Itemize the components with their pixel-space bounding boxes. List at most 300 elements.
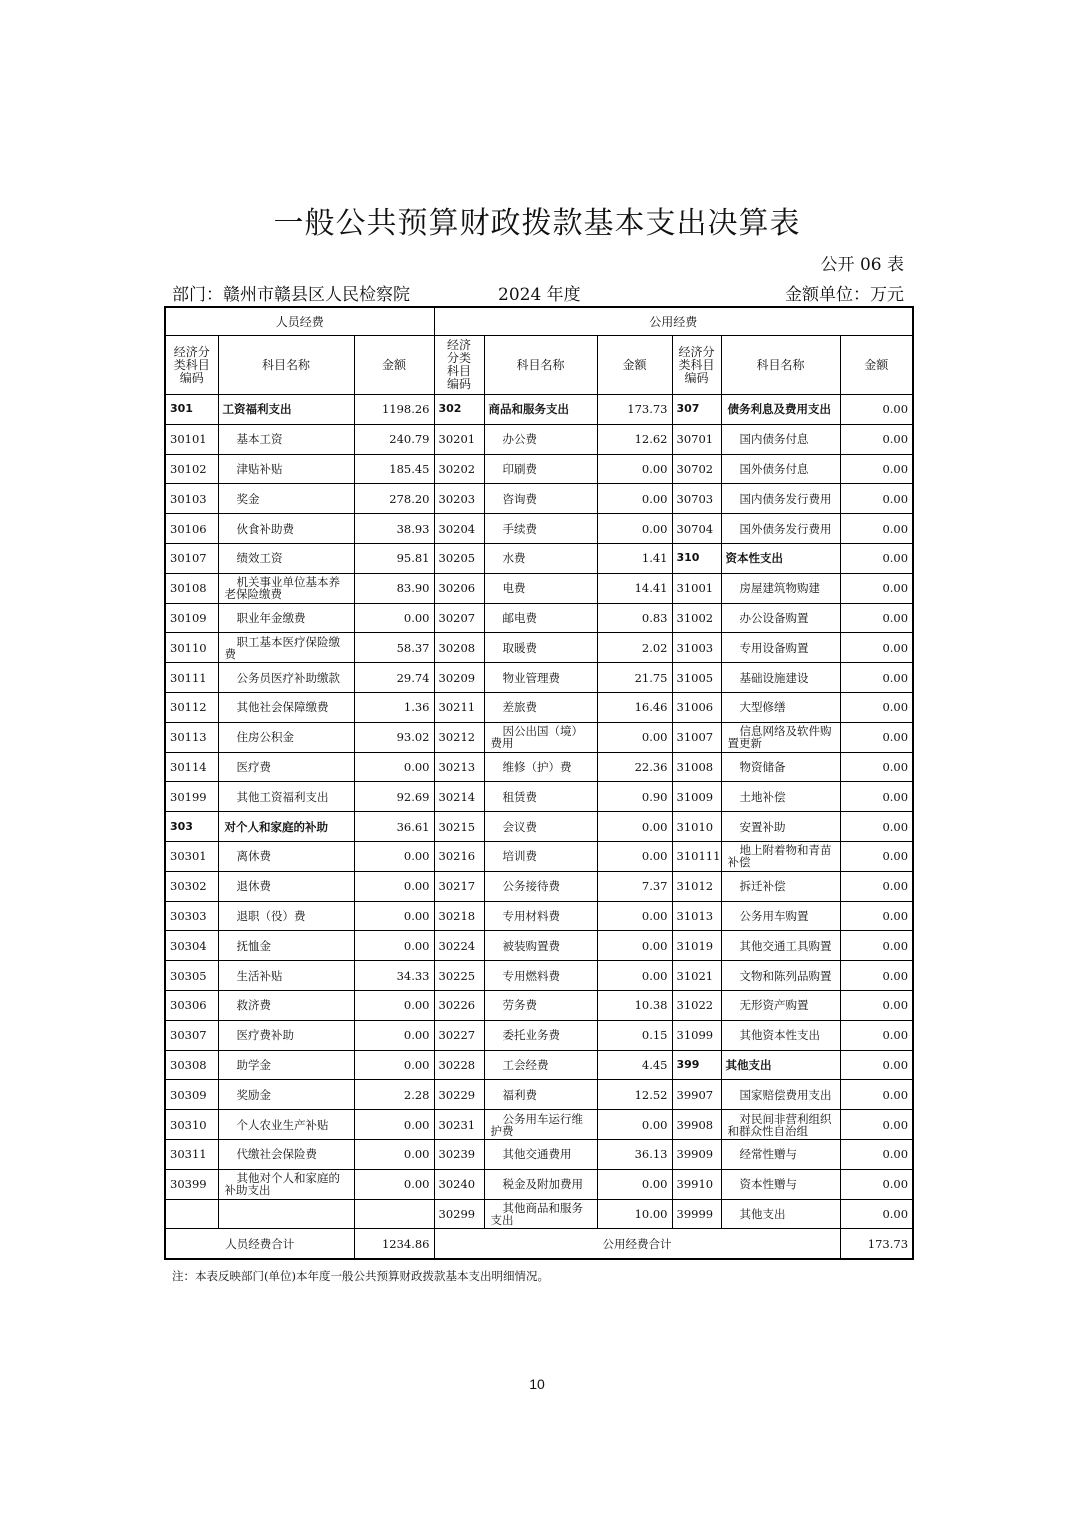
- code-cell: 30102: [165, 454, 218, 484]
- code-cell: 31007: [672, 722, 721, 752]
- amount-cell: 173.73: [597, 395, 672, 425]
- code-cell: 30310: [165, 1110, 218, 1140]
- amount-cell: 0.00: [840, 901, 913, 931]
- table-row: [165, 573, 913, 603]
- item-name-cell: 租赁费: [484, 782, 597, 812]
- item-name-cell: 退职（役）费: [218, 901, 354, 931]
- table-row: [165, 663, 913, 693]
- code-cell: 302: [434, 395, 484, 425]
- table-row: [165, 454, 913, 484]
- amount-cell: 10.38: [597, 990, 672, 1020]
- code-cell: 30304: [165, 931, 218, 961]
- code-cell: 30399: [165, 1169, 218, 1199]
- personnel-total-value: 1234.86: [354, 1229, 434, 1259]
- code-header-text: 经济分类科目编码: [173, 344, 210, 385]
- code-cell: 30305: [165, 961, 218, 991]
- table-row: [165, 1110, 913, 1140]
- code-cell: 30202: [434, 454, 484, 484]
- personnel-total-label: 人员经费合计: [165, 1229, 354, 1259]
- item-name-cell: 委托业务费: [484, 1020, 597, 1050]
- table-row: [165, 871, 913, 901]
- code-cell: 39910: [672, 1169, 721, 1199]
- amount-cell: 240.79: [354, 424, 434, 454]
- amount-cell: 0.00: [840, 1050, 913, 1080]
- code-cell: 30302: [165, 871, 218, 901]
- amount-cell: 0.00: [597, 514, 672, 544]
- code-cell: 39908: [672, 1110, 721, 1140]
- amount-cell: 0.00: [840, 603, 913, 633]
- table-row: [165, 484, 913, 514]
- code-header: [434, 336, 484, 395]
- code-header-text: 经济分类科目编码: [678, 344, 715, 385]
- meta-row: [172, 280, 904, 305]
- item-name-cell: 资本性赠与: [721, 1169, 840, 1199]
- amount-cell: 0.00: [840, 454, 913, 484]
- amount-cell: 0.00: [597, 931, 672, 961]
- amount-cell: 0.00: [597, 901, 672, 931]
- amount-cell: 0.90: [597, 782, 672, 812]
- item-name-cell: 伙食补助费: [218, 514, 354, 544]
- table-row: [165, 1199, 913, 1229]
- item-name-cell: 其他对个人和家庭的补助支出: [218, 1169, 354, 1199]
- amount-cell: 0.00: [840, 573, 913, 603]
- item-name-cell: 抚恤金: [218, 931, 354, 961]
- code-cell: 30214: [434, 782, 484, 812]
- code-cell: 30225: [434, 961, 484, 991]
- item-name-cell: 国外债务发行费用: [721, 514, 840, 544]
- amount-cell: 0.00: [597, 484, 672, 514]
- code-cell: 30307: [165, 1020, 218, 1050]
- code-cell: 303: [165, 812, 218, 842]
- code-cell: 30215: [434, 812, 484, 842]
- amount-cell: 0.00: [354, 1050, 434, 1080]
- item-name-cell: 对民间非营利组织和群众性自治组: [721, 1110, 840, 1140]
- code-cell: 30212: [434, 722, 484, 752]
- name-header: 科目名称: [721, 336, 840, 395]
- code-cell: 30114: [165, 752, 218, 782]
- code-header: [165, 336, 218, 395]
- code-cell: 30206: [434, 573, 484, 603]
- item-name-cell: 其他支出: [721, 1199, 840, 1229]
- code-cell: 30108: [165, 573, 218, 603]
- item-name-cell: 公务接待费: [484, 871, 597, 901]
- amount-cell: 4.45: [597, 1050, 672, 1080]
- code-cell: 399: [672, 1050, 721, 1080]
- item-name-cell: 安置补助: [721, 812, 840, 842]
- item-name-cell: 印刷费: [484, 454, 597, 484]
- item-name-cell: 专用材料费: [484, 901, 597, 931]
- code-cell: 39907: [672, 1080, 721, 1110]
- code-cell: 310: [672, 543, 721, 573]
- code-cell: 30218: [434, 901, 484, 931]
- table-row: [165, 424, 913, 454]
- amount-cell: 0.00: [354, 931, 434, 961]
- code-cell: 307: [672, 395, 721, 425]
- amount-cell: 0.00: [354, 901, 434, 931]
- amount-cell: 0.00: [840, 931, 913, 961]
- code-cell: 31010: [672, 812, 721, 842]
- item-name-cell: 对个人和家庭的补助: [218, 812, 354, 842]
- amount-cell: 22.36: [597, 752, 672, 782]
- table-row: [165, 841, 913, 871]
- item-name-cell: 信息网络及软件购置更新: [721, 722, 840, 752]
- item-name-cell: 津贴补贴: [218, 454, 354, 484]
- public-group-header: 公用经费: [434, 307, 913, 336]
- amount-cell: 10.00: [597, 1199, 672, 1229]
- amount-cell: 12.62: [597, 424, 672, 454]
- table-row: [165, 692, 913, 722]
- code-cell: 31005: [672, 663, 721, 693]
- amount-cell: 0.83: [597, 603, 672, 633]
- expenditure-table: [164, 306, 914, 1260]
- amount-cell: 0.00: [840, 1139, 913, 1169]
- code-cell: 31019: [672, 931, 721, 961]
- amount-cell: 0.00: [840, 1110, 913, 1140]
- code-cell: 30113: [165, 722, 218, 752]
- item-name-cell: 劳务费: [484, 990, 597, 1020]
- item-name-cell: 债务利息及费用支出: [721, 395, 840, 425]
- amount-cell: 93.02: [354, 722, 434, 752]
- code-cell: 30217: [434, 871, 484, 901]
- item-name-cell: 因公出国（境）费用: [484, 722, 597, 752]
- amount-cell: 1.36: [354, 692, 434, 722]
- item-name-cell: 机关事业单位基本养老保险缴费: [218, 573, 354, 603]
- item-name-cell: 物资储备: [721, 752, 840, 782]
- footnote: 注：本表反映部门(单位)本年度一般公共预算财政拨款基本支出明细情况。: [172, 1269, 549, 1283]
- amount-cell: 2.02: [597, 633, 672, 663]
- amount-cell: 1.41: [597, 543, 672, 573]
- amount-cell: 0.00: [840, 1199, 913, 1229]
- item-name-cell: 公务用车购置: [721, 901, 840, 931]
- code-cell: 31021: [672, 961, 721, 991]
- amount-cell: 0.15: [597, 1020, 672, 1050]
- amount-cell: 36.61: [354, 812, 434, 842]
- amount-cell: 0.00: [840, 1169, 913, 1199]
- name-header: 科目名称: [484, 336, 597, 395]
- name-header: 科目名称: [218, 336, 354, 395]
- item-name-cell: 被装购置费: [484, 931, 597, 961]
- item-name-cell: [218, 1199, 354, 1229]
- amount-cell: 0.00: [597, 1169, 672, 1199]
- code-cell: 30211: [434, 692, 484, 722]
- amount-cell: 0.00: [840, 752, 913, 782]
- item-name-cell: 办公费: [484, 424, 597, 454]
- code-cell: 30702: [672, 454, 721, 484]
- amount-cell: 185.45: [354, 454, 434, 484]
- amount-header: 金额: [597, 336, 672, 395]
- page-number: 10: [529, 1376, 545, 1392]
- item-name-cell: 商品和服务支出: [484, 395, 597, 425]
- item-name-cell: 专用设备购置: [721, 633, 840, 663]
- unit-label: 金额单位：万元: [785, 285, 904, 305]
- item-name-cell: 物业管理费: [484, 663, 597, 693]
- table-row: [165, 961, 913, 991]
- item-name-cell: 税金及附加费用: [484, 1169, 597, 1199]
- code-cell: 30201: [434, 424, 484, 454]
- table-row: [165, 1169, 913, 1199]
- code-cell: 30299: [434, 1199, 484, 1229]
- code-cell: 30109: [165, 603, 218, 633]
- code-cell: 30701: [672, 424, 721, 454]
- item-name-cell: 培训费: [484, 841, 597, 871]
- page-title: 一般公共预算财政拨款基本支出决算表: [273, 206, 801, 241]
- amount-header: 金额: [840, 336, 913, 395]
- item-name-cell: 工资福利支出: [218, 395, 354, 425]
- year-label: 2024 年度: [498, 285, 581, 305]
- code-cell: 30303: [165, 901, 218, 931]
- item-name-cell: 取暖费: [484, 633, 597, 663]
- amount-cell: 0.00: [840, 543, 913, 573]
- amount-cell: 0.00: [354, 871, 434, 901]
- form-number: 公开 06 表: [820, 255, 904, 275]
- item-name-cell: 医疗费补助: [218, 1020, 354, 1050]
- amount-cell: 0.00: [840, 782, 913, 812]
- amount-cell: 0.00: [840, 1020, 913, 1050]
- item-name-cell: 其他工资福利支出: [218, 782, 354, 812]
- public-total-value: 173.73: [840, 1229, 913, 1259]
- amount-cell: 0.00: [840, 1080, 913, 1110]
- item-name-cell: 其他交通费用: [484, 1139, 597, 1169]
- item-name-cell: 资本性支出: [721, 543, 840, 573]
- code-cell: 30204: [434, 514, 484, 544]
- code-cell: 30209: [434, 663, 484, 693]
- item-name-cell: 职工基本医疗保险缴费: [218, 633, 354, 663]
- item-name-cell: 专用燃料费: [484, 961, 597, 991]
- table-row: [165, 633, 913, 663]
- amount-cell: 38.93: [354, 514, 434, 544]
- item-name-cell: 绩效工资: [218, 543, 354, 573]
- amount-cell: 36.13: [597, 1139, 672, 1169]
- totals-row: [165, 1229, 913, 1259]
- amount-cell: 0.00: [597, 454, 672, 484]
- amount-cell: 0.00: [354, 752, 434, 782]
- item-name-cell: 其他支出: [721, 1050, 840, 1080]
- code-cell: 30107: [165, 543, 218, 573]
- amount-cell: 0.00: [354, 1110, 434, 1140]
- code-cell: 30213: [434, 752, 484, 782]
- amount-cell: 0.00: [840, 871, 913, 901]
- item-name-cell: 代缴社会保险费: [218, 1139, 354, 1169]
- code-cell: 30240: [434, 1169, 484, 1199]
- amount-cell: 1198.26: [354, 395, 434, 425]
- item-name-cell: 个人农业生产补贴: [218, 1110, 354, 1140]
- item-name-cell: 拆迁补偿: [721, 871, 840, 901]
- item-name-cell: 退休费: [218, 871, 354, 901]
- amount-cell: 0.00: [840, 663, 913, 693]
- code-cell: 31001: [672, 573, 721, 603]
- item-name-cell: 基础设施建设: [721, 663, 840, 693]
- item-name-cell: 地上附着物和青苗补偿: [721, 841, 840, 871]
- amount-cell: 0.00: [354, 1169, 434, 1199]
- code-cell: 30311: [165, 1139, 218, 1169]
- code-cell: 310111: [672, 841, 721, 871]
- code-cell: 30106: [165, 514, 218, 544]
- department-label: 部门：赣州市赣县区人民检察院: [172, 285, 410, 305]
- code-cell: 31009: [672, 782, 721, 812]
- code-cell: 30110: [165, 633, 218, 663]
- item-name-cell: 生活补贴: [218, 961, 354, 991]
- amount-cell: 0.00: [597, 841, 672, 871]
- item-name-cell: 办公设备购置: [721, 603, 840, 633]
- item-name-cell: 基本工资: [218, 424, 354, 454]
- amount-cell: 0.00: [354, 603, 434, 633]
- item-name-cell: 大型修缮: [721, 692, 840, 722]
- code-cell: 30306: [165, 990, 218, 1020]
- code-cell: 301: [165, 395, 218, 425]
- amount-cell: 0.00: [597, 961, 672, 991]
- code-cell: 31013: [672, 901, 721, 931]
- item-name-cell: 其他交通工具购置: [721, 931, 840, 961]
- item-name-cell: 国内债务发行费用: [721, 484, 840, 514]
- item-name-cell: 离休费: [218, 841, 354, 871]
- amount-cell: 0.00: [354, 1020, 434, 1050]
- table-row: [165, 1080, 913, 1110]
- code-header-text: 经济分类科目编码: [446, 338, 471, 391]
- amount-cell: [354, 1199, 434, 1229]
- amount-cell: 95.81: [354, 543, 434, 573]
- amount-cell: 0.00: [840, 722, 913, 752]
- amount-cell: 14.41: [597, 573, 672, 603]
- amount-cell: 29.74: [354, 663, 434, 693]
- item-name-cell: 工会经费: [484, 1050, 597, 1080]
- code-cell: 30208: [434, 633, 484, 663]
- code-cell: 30207: [434, 603, 484, 633]
- item-name-cell: 国家赔偿费用支出: [721, 1080, 840, 1110]
- amount-cell: 2.28: [354, 1080, 434, 1110]
- amount-cell: 0.00: [840, 841, 913, 871]
- table-row: [165, 514, 913, 544]
- item-name-cell: 国外债务付息: [721, 454, 840, 484]
- amount-cell: 21.75: [597, 663, 672, 693]
- item-name-cell: 差旅费: [484, 692, 597, 722]
- item-name-cell: 公务用车运行维护费: [484, 1110, 597, 1140]
- personnel-group-header: 人员经费: [165, 307, 434, 336]
- code-cell: 30704: [672, 514, 721, 544]
- item-name-cell: 奖金: [218, 484, 354, 514]
- item-name-cell: 国内债务付息: [721, 424, 840, 454]
- code-header: [672, 336, 721, 395]
- amount-cell: 0.00: [840, 395, 913, 425]
- code-cell: 30309: [165, 1080, 218, 1110]
- table-row: [165, 931, 913, 961]
- amount-header: 金额: [354, 336, 434, 395]
- code-cell: 30216: [434, 841, 484, 871]
- item-name-cell: 土地补偿: [721, 782, 840, 812]
- item-name-cell: 住房公积金: [218, 722, 354, 752]
- table-row: [165, 722, 913, 752]
- table-row: [165, 1050, 913, 1080]
- table-row: [165, 1139, 913, 1169]
- item-name-cell: 公务员医疗补助缴款: [218, 663, 354, 693]
- item-name-cell: 助学金: [218, 1050, 354, 1080]
- item-name-cell: 经常性赠与: [721, 1139, 840, 1169]
- amount-cell: 0.00: [840, 692, 913, 722]
- code-cell: 31099: [672, 1020, 721, 1050]
- amount-cell: 92.69: [354, 782, 434, 812]
- code-cell: 30205: [434, 543, 484, 573]
- item-name-cell: 维修（护）费: [484, 752, 597, 782]
- amount-cell: 16.46: [597, 692, 672, 722]
- item-name-cell: 邮电费: [484, 603, 597, 633]
- code-cell: 30101: [165, 424, 218, 454]
- item-name-cell: 职业年金缴费: [218, 603, 354, 633]
- code-cell: 30227: [434, 1020, 484, 1050]
- item-name-cell: 手续费: [484, 514, 597, 544]
- code-cell: 30103: [165, 484, 218, 514]
- amount-cell: 58.37: [354, 633, 434, 663]
- code-cell: 31012: [672, 871, 721, 901]
- code-cell: 31006: [672, 692, 721, 722]
- code-cell: 30229: [434, 1080, 484, 1110]
- item-name-cell: 其他资本性支出: [721, 1020, 840, 1050]
- code-cell: 31003: [672, 633, 721, 663]
- code-cell: 30301: [165, 841, 218, 871]
- amount-cell: 12.52: [597, 1080, 672, 1110]
- amount-cell: 0.00: [597, 722, 672, 752]
- amount-cell: 0.00: [840, 514, 913, 544]
- table-row: [165, 990, 913, 1020]
- amount-cell: 0.00: [840, 484, 913, 514]
- amount-cell: 34.33: [354, 961, 434, 991]
- table-row: [165, 603, 913, 633]
- item-name-cell: 无形资产购置: [721, 990, 840, 1020]
- amount-cell: 0.00: [354, 841, 434, 871]
- item-name-cell: 电费: [484, 573, 597, 603]
- item-name-cell: 救济费: [218, 990, 354, 1020]
- code-cell: 31002: [672, 603, 721, 633]
- table-row: [165, 543, 913, 573]
- amount-cell: 0.00: [840, 424, 913, 454]
- amount-cell: 0.00: [840, 812, 913, 842]
- item-name-cell: 奖励金: [218, 1080, 354, 1110]
- column-header-row: [165, 336, 913, 395]
- item-name-cell: 福利费: [484, 1080, 597, 1110]
- code-cell: 30224: [434, 931, 484, 961]
- group-header-row: [165, 307, 913, 336]
- amount-cell: 83.90: [354, 573, 434, 603]
- table-row: [165, 901, 913, 931]
- code-cell: 30308: [165, 1050, 218, 1080]
- item-name-cell: 水费: [484, 543, 597, 573]
- item-name-cell: 咨询费: [484, 484, 597, 514]
- amount-cell: 0.00: [597, 1110, 672, 1140]
- code-cell: 31022: [672, 990, 721, 1020]
- table-row: [165, 395, 913, 425]
- public-total-label: 公用经费合计: [434, 1229, 840, 1259]
- amount-cell: 0.00: [354, 1139, 434, 1169]
- code-cell: 30203: [434, 484, 484, 514]
- amount-cell: 0.00: [597, 812, 672, 842]
- amount-cell: 7.37: [597, 871, 672, 901]
- amount-cell: 0.00: [840, 961, 913, 991]
- table-row: [165, 752, 913, 782]
- code-cell: 31008: [672, 752, 721, 782]
- code-cell: 30228: [434, 1050, 484, 1080]
- amount-cell: 0.00: [840, 633, 913, 663]
- table-row: [165, 812, 913, 842]
- item-name-cell: 会议费: [484, 812, 597, 842]
- item-name-cell: 房屋建筑物购建: [721, 573, 840, 603]
- code-cell: 30199: [165, 782, 218, 812]
- code-cell: 39999: [672, 1199, 721, 1229]
- item-name-cell: 文物和陈列品购置: [721, 961, 840, 991]
- code-cell: 30112: [165, 692, 218, 722]
- item-name-cell: 其他商品和服务支出: [484, 1199, 597, 1229]
- code-cell: 30111: [165, 663, 218, 693]
- code-cell: 30231: [434, 1110, 484, 1140]
- item-name-cell: 其他社会保障缴费: [218, 692, 354, 722]
- item-name-cell: 医疗费: [218, 752, 354, 782]
